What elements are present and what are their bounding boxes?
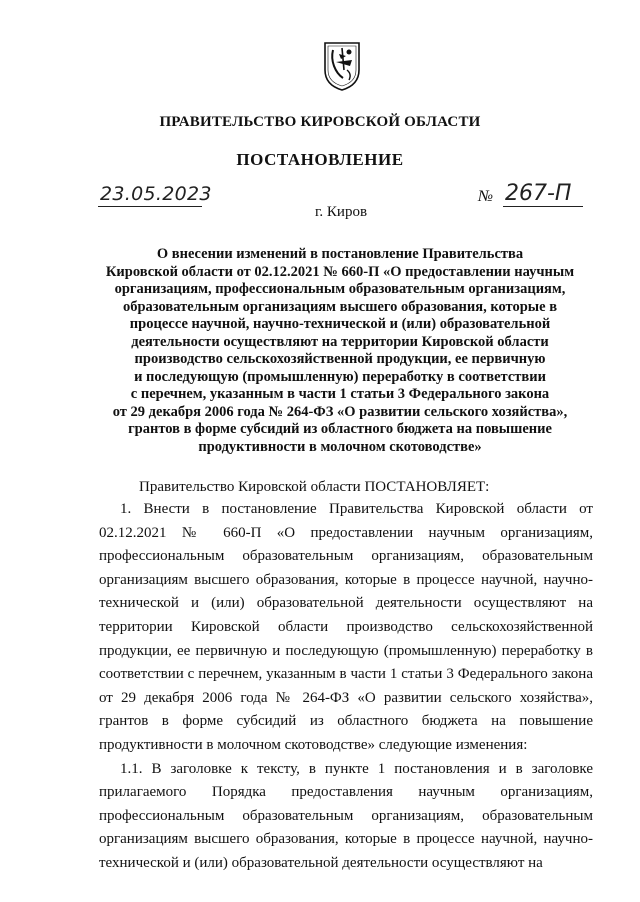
heading-line: Кировской области от 02.12.2021 № 660-П «О предоставлении научным: [105, 263, 575, 280]
heading-line: грантов в форме субсидий из областного бюджета на повышение: [128, 421, 552, 437]
document-type: ПОСТАНОВЛЕНИЕ: [236, 150, 404, 169]
government-name: ПРАВИТЕЛЬСТВО КИРОВСКОЙ ОБЛАСТИ: [159, 114, 481, 130]
heading-line: образовательным организациям высшего образования, которые в: [122, 298, 558, 315]
heading-line: организациям, профессиональным образовательным организациям,: [114, 281, 566, 297]
document-heading: [90, 246, 590, 456]
heading-line: производство сельскохозяйственной продукции, ее первичную: [134, 351, 546, 367]
paragraph-1-1: 1.1. В заголовке к тексту, в пункте 1 постановления и в заголовке прилагаемого Порядка предоставления научным организациям, профессиональным образовательным организациям, образовательным организациям высшего образования, которые в процессе научной, научно-технической и (или) образовательной деятельности осуществляют на: [99, 760, 593, 871]
document-date: 23.05.2023: [100, 183, 212, 205]
heading-line: и последующую (промышленную) переработку в соответствии: [134, 368, 546, 385]
document-body: [99, 498, 593, 876]
number-label: №: [478, 188, 494, 205]
heading-line: О внесении изменений в постановление Правительства: [156, 246, 524, 262]
heading-line: с перечнем, указанным в части 1 статьи 3 Федерального закона: [130, 386, 550, 402]
heading-line: процессе научной, научно-технической и (или) образовательной: [129, 316, 551, 332]
document-number: 267-П: [505, 181, 572, 206]
heading-line: от 29 декабря 2006 года № 264-ФЗ «О развитии сельского хозяйства»,: [112, 403, 568, 420]
heading-line: продуктивности в молочном скотоводстве»: [198, 438, 482, 455]
preamble: Правительство Кировской области ПОСТАНОВЛЯЕТ:: [139, 479, 490, 495]
city: г. Киров: [314, 204, 368, 220]
heading-line: деятельности осуществляют на территории Кировской области: [131, 333, 549, 350]
kirov-coat-of-arms-icon: [322, 40, 362, 92]
paragraph-1: 1. Внести в постановление Правительства Кировской области от 02.12.2021 № 660-П «О предоставлении научным организациям, профессиональным образовательным организациям, образовательным организациям высшего образования, которые в процессе научной, научно-технической и (или) образовательной деятельности осуществляют на территории Кировской области производство сельскохозяйственной продукции, ее первичную и последующую (промышленную) переработку в соответствии с перечнем, указанным в части 1 статьи 3 Федерального закона от 29 декабря 2006 года № 264-ФЗ «О развитии сельского хозяйства», грантов в форме субсидий из областного бюджета на повышение продуктивности в молочном скотоводстве» следующие изменения:: [99, 501, 593, 753]
